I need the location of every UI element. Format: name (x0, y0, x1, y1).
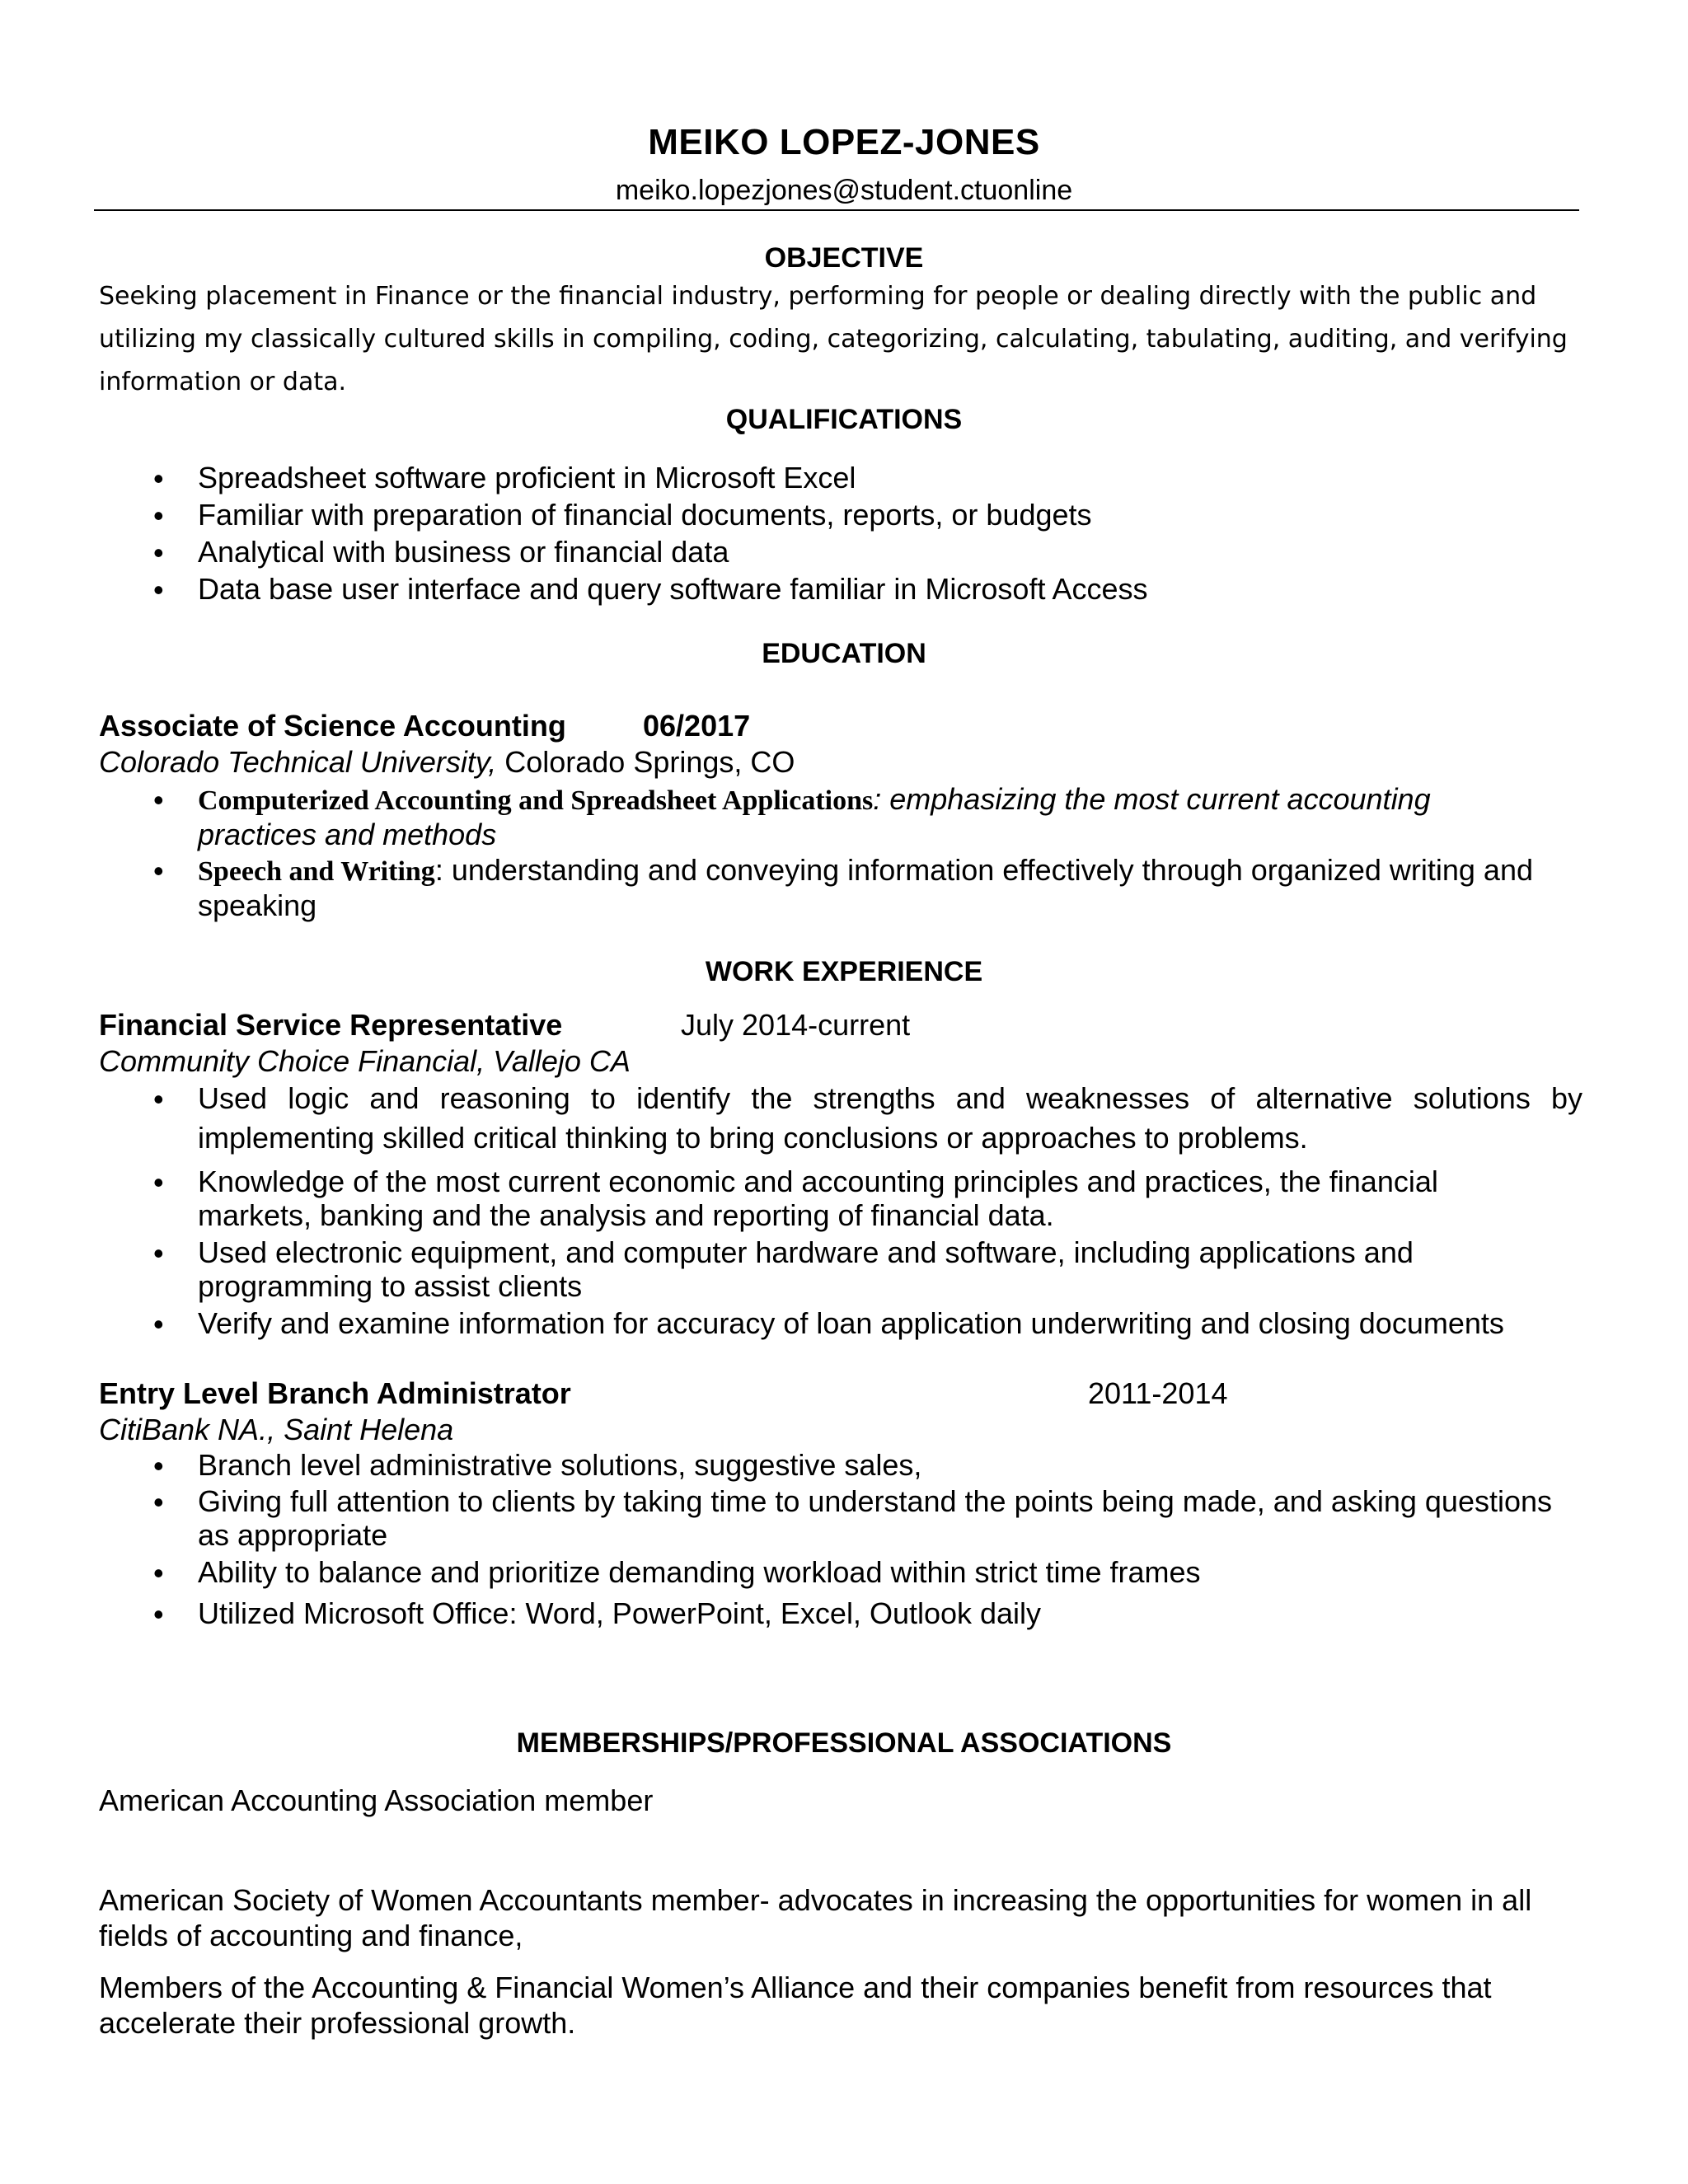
membership-item: American Society of Women Accountants member- advocates in increasing the opportunities for women in all (99, 1883, 1532, 1917)
course-line (198, 852, 1533, 889)
bullet-text: Verify and examine information for accuracy of loan application underwriting and closing documents (198, 1306, 1504, 1340)
applicant-email: meiko.lopezjones@student.ctuonline (615, 175, 1073, 206)
course-desc-cont: practices and methods (198, 818, 497, 851)
school-line (99, 744, 795, 780)
qualification-text: Spreadsheet software proficient in Microsoft Excel (198, 461, 856, 494)
objective-text: Seeking placement in Finance or the financial industry, performing for people or dealing directly with the public and utilizing my classically cultured skills in compiling, coding, categorizing, calculating, tabulating, auditing, and verifying information or data. (99, 282, 1568, 396)
bullet-icon: • (153, 783, 164, 817)
bullet-icon: • (153, 1556, 164, 1590)
membership-item-cont: accelerate their professional growth. (99, 2006, 576, 2040)
membership-item-cont: fields of accounting and finance, (99, 1919, 523, 1952)
applicant-name: MEIKO LOPEZ-JONES (648, 122, 1040, 162)
bullet-icon: • (153, 1165, 164, 1199)
bullet-icon: • (153, 1449, 164, 1483)
job-dates: 2011-2014 (1088, 1376, 1228, 1410)
school-name: Colorado Technical University, (99, 745, 497, 779)
bullet-icon: • (153, 1307, 164, 1341)
job-dates: July 2014-current (681, 1008, 911, 1042)
bullet-text: Branch level administrative solutions, suggestive sales, (198, 1448, 922, 1482)
bullet-icon: • (153, 1236, 164, 1270)
qualification-text: Familiar with preparation of financial documents, reports, or budgets (198, 498, 1092, 532)
bullet-text: Giving full attention to clients by taking time to understand the points being made, and asking questions (198, 1484, 1553, 1518)
school-location: Colorado Springs, CO (496, 745, 795, 779)
job-company: Community Choice Financial, Vallejo CA (99, 1044, 631, 1078)
course-title: Speech and Writing (198, 856, 435, 887)
job-company: CitiBank NA., Saint Helena (99, 1413, 454, 1446)
bullet-text-cont: implementing skilled critical thinking to bring conclusions or approaches to problems. (198, 1121, 1308, 1155)
degree-date: 06/2017 (643, 709, 751, 743)
bullet-icon: • (153, 499, 164, 532)
education-heading: EDUCATION (762, 638, 926, 669)
job-title: Financial Service Representative (99, 1008, 563, 1042)
header-divider (94, 209, 1579, 211)
bullet-text: Used logic and reasoning to identify the strengths and weaknesses of alternative solutions by (198, 1081, 1582, 1115)
course-desc: : emphasizing the most current accounting (873, 782, 1431, 816)
bullet-text-cont: as appropriate (198, 1518, 388, 1552)
bullet-icon: • (153, 573, 164, 607)
bullet-text-cont: programming to assist clients (198, 1269, 583, 1303)
course-desc: : understanding and conveying information effectively through organized writing and (434, 853, 1533, 887)
bullet-icon: • (153, 1082, 164, 1116)
bullet-text: Used electronic equipment, and computer hardware and software, including applications and (198, 1235, 1414, 1269)
bullet-icon: • (153, 536, 164, 569)
qualification-text: Data base user interface and query software familiar in Microsoft Access (198, 572, 1148, 606)
membership-item: Members of the Accounting & Financial Women’s Alliance and their companies benefit from resources that (99, 1971, 1492, 2004)
bullet-icon: • (153, 1485, 164, 1519)
memberships-heading: MEMBERSHIPS/PROFESSIONAL ASSOCIATIONS (516, 1727, 1172, 1759)
bullet-text: Utilized Microsoft Office: Word, PowerPoint, Excel, Outlook daily (198, 1596, 1042, 1630)
bullet-icon: • (153, 854, 164, 888)
course-desc-cont: speaking (198, 888, 317, 922)
membership-item: American Accounting Association member (99, 1783, 654, 1817)
bullet-text: Ability to balance and prioritize demanding workload within strict time frames (198, 1555, 1201, 1589)
work-heading: WORK EXPERIENCE (705, 956, 983, 987)
qualifications-heading: QUALIFICATIONS (725, 404, 963, 435)
job-title: Entry Level Branch Administrator (99, 1376, 571, 1410)
bullet-text-cont: markets, banking and the analysis and reporting of financial data. (198, 1198, 1054, 1232)
course-title: Computerized Accounting and Spreadsheet Applications (198, 785, 874, 816)
degree-title: Associate of Science Accounting (99, 709, 566, 743)
bullet-icon: • (153, 1597, 164, 1631)
bullet-text: Knowledge of the most current economic and accounting principles and practices, the financial (198, 1165, 1438, 1198)
qualification-text: Analytical with business or financial data (198, 535, 729, 569)
bullet-icon: • (153, 462, 164, 495)
course-line (198, 781, 1431, 818)
objective-heading: OBJECTIVE (764, 242, 924, 274)
